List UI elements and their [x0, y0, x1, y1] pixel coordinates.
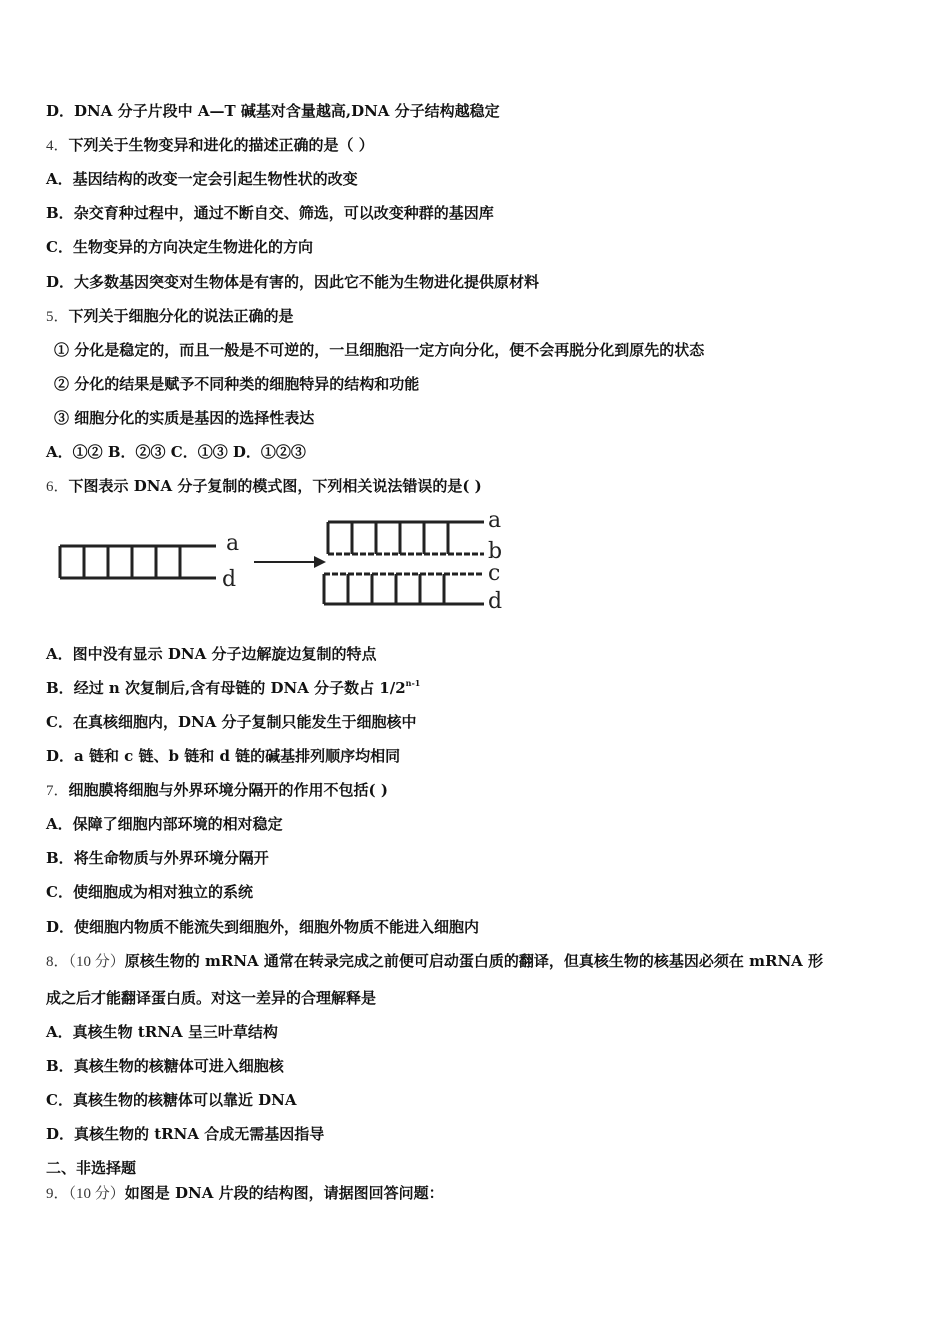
section-heading: 二、非选择题 [46, 1159, 137, 1177]
question-6 [46, 476, 482, 497]
q8-option-b [46, 1056, 284, 1076]
option-letter: C． [46, 1091, 73, 1109]
question-number: 4． [46, 138, 69, 154]
option-letter: B． [46, 849, 74, 867]
q6-option-a [46, 644, 376, 664]
option-text: 在真核细胞内，DNA 分子复制只能发生于细胞核中 [72, 713, 417, 731]
option-text: 真核生物的核糖体可以靠近 DNA [72, 1091, 297, 1109]
option-letter: A． [46, 170, 73, 188]
option-text: 保障了细胞内部环境的相对稳定 [72, 815, 283, 833]
question-4 [46, 135, 374, 156]
question-number: 9． [46, 1186, 69, 1202]
q8-option-a [46, 1022, 278, 1042]
q4-option-c [46, 237, 313, 257]
label-a-left: a [226, 531, 240, 556]
question-score: （10 分） [68, 954, 125, 970]
option-text: 经过 n 次复制后,含有母链的 DNA 分子数占 1/2 [73, 679, 406, 697]
line-3d [46, 101, 500, 121]
question-text: 下列关于生物变异和进化的描述正确的是（ ） [68, 136, 374, 154]
option-letter: D． [46, 273, 75, 291]
option-letter: C． [46, 713, 73, 731]
question-text: 细胞膜将细胞与外界环境分隔开的作用不包括( ) [68, 781, 388, 799]
question-number: 7． [46, 783, 69, 799]
label-c-right: c [488, 561, 501, 586]
q5-statement-2: ② 分化的结果是赋予不同种类的细胞特异的结构和功能 [54, 375, 420, 393]
option-letter: A． [46, 1023, 73, 1041]
option-letter: D． [46, 747, 75, 765]
question-text: 下列关于细胞分化的说法正确的是 [68, 307, 294, 325]
option-text: 大多数基因突变对生物体是有害的，因此它不能为生物进化提供原材料 [74, 273, 540, 291]
question-text: 如图是 DNA 片段的结构图，请据图回答问题： [124, 1184, 444, 1202]
question-8 [46, 951, 823, 972]
q5-statement-1: ① 分化是稳定的，而且一般是不可逆的，一旦细胞沿一定方向分化，便不会再脱分化到原先的状态 [54, 341, 705, 359]
q7-option-b [46, 848, 269, 868]
option-text: 真核生物的核糖体可进入细胞核 [73, 1057, 284, 1075]
option-letter: D． [46, 1125, 75, 1143]
question-7 [46, 780, 388, 801]
option-letter: A． [46, 815, 73, 833]
q7-option-d [46, 917, 479, 937]
dna-replication-diagram [56, 510, 516, 615]
q6-option-d [46, 746, 400, 766]
question-score: （10 分） [68, 1186, 125, 1202]
option-text: DNA 分子片段中 A—T 碱基对含量越高,DNA 分子结构越稳定 [74, 102, 500, 120]
option-letter: B． [46, 679, 74, 697]
question-text: 下图表示 DNA 分子复制的模式图，下列相关说法错误的是( ) [68, 477, 482, 495]
label-b-right: b [488, 539, 503, 564]
option-text: 真核生物 tRNA 呈三叶草结构 [72, 1023, 278, 1041]
label-a-right: a [488, 510, 502, 533]
question-number: 5． [46, 309, 69, 325]
question-text: 原核生物的 mRNA 通常在转录完成之前便可启动蛋白质的翻译，但真核生物的核基因必须在 mRNA 形 [124, 952, 824, 970]
q8-continuation: 成之后才能翻译蛋白质。对这一差异的合理解释是 [46, 989, 377, 1007]
exponent: n-1 [405, 678, 421, 688]
option-text: 使细胞内物质不能流失到细胞外，细胞外物质不能进入细胞内 [74, 918, 480, 936]
question-number: 8． [46, 954, 69, 970]
question-9 [46, 1183, 444, 1204]
question-number: 6． [46, 479, 69, 495]
q4-option-d [46, 272, 539, 292]
option-text: 图中没有显示 DNA 分子边解旋边复制的特点 [72, 645, 377, 663]
option-text: 使细胞成为相对独立的系统 [72, 883, 253, 901]
option-text: 杂交育种过程中，通过不断自交、筛选，可以改变种群的基因库 [73, 204, 494, 222]
option-letter: B． [46, 1057, 74, 1075]
label-d-right: d [488, 589, 503, 614]
option-letter: D． [46, 918, 75, 936]
option-letter: B． [46, 204, 74, 222]
q5-statement-3: ③ 细胞分化的实质是基因的选择性表达 [54, 409, 315, 427]
option-letter: A． [46, 645, 73, 663]
q5-options: A．①② B．②③ C．①③ D．①②③ [46, 443, 306, 461]
option-text: a 链和 c 链、b 链和 d 链的碱基排列顺序均相同 [74, 747, 401, 765]
q8-option-d [46, 1124, 324, 1144]
q7-option-a [46, 814, 283, 834]
option-text: 生物变异的方向决定生物进化的方向 [72, 238, 313, 256]
option-text: 将生命物质与外界环境分隔开 [73, 849, 269, 867]
q8-option-c [46, 1090, 297, 1110]
option-text: 基因结构的改变一定会引起生物性状的改变 [72, 170, 358, 188]
question-5 [46, 306, 294, 327]
option-letter: D． [46, 102, 75, 120]
q4-option-a [46, 169, 358, 189]
option-letter: C． [46, 883, 73, 901]
q6-option-b [46, 678, 420, 698]
q6-option-c [46, 712, 417, 732]
option-text: 真核生物的 tRNA 合成无需基因指导 [74, 1125, 325, 1143]
label-d-left: d [222, 567, 237, 592]
option-letter: C． [46, 238, 73, 256]
q7-option-c [46, 882, 253, 902]
q4-option-b [46, 203, 494, 223]
